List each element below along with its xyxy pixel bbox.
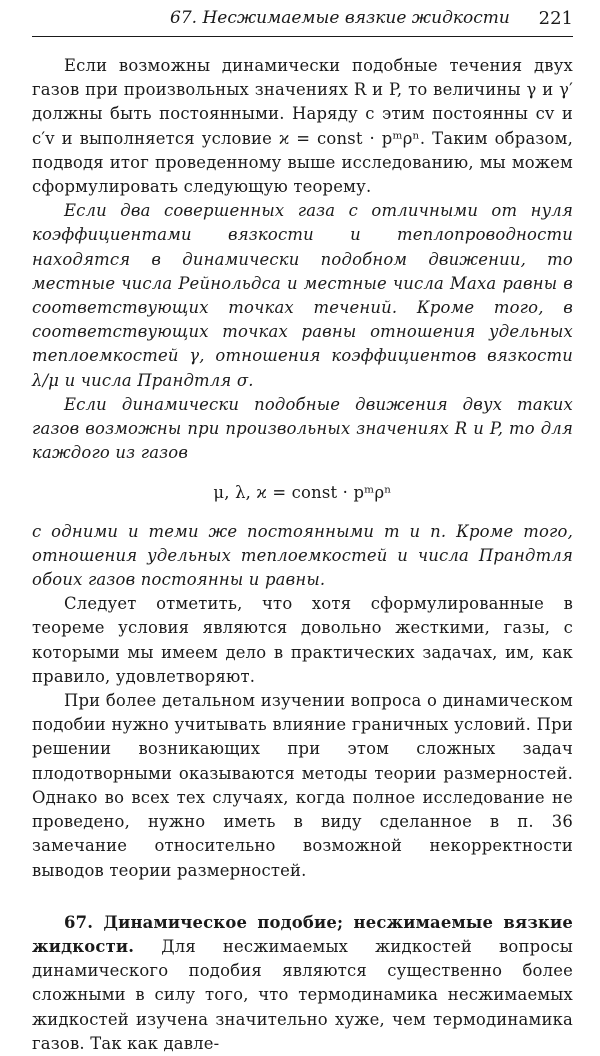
- paragraph-intro: Если возможны динамически подобные течения двух газов при произвольных значениях R и P, то величины γ и γ′ должны быть постоянными. Наряду с этим постоянны cv и c′v и выполняется условие ϰ = const · pᵐρⁿ. Таким образом, подводя итог проведенному выше исследованию, мы можем сформулировать следующую теорему.: [32, 56, 573, 197]
- section-text: Для несжимаемых жидкостей вопросы динамического подобия являются существенно более сложными в силу того, что термодинамика несжимаемых жидкостей изучена значительно хуже, чем термодинамика газов. Так как давле-: [32, 936, 573, 1053]
- theorem-part-2-cont: с одними и теми же постоянными m и n. Кроме того, отношения удельных теплоемкостей и числа Прандтля обоих газов постоянны и равны.: [32, 521, 573, 590]
- header-rule: [32, 36, 573, 37]
- section-heading: 67. Динамическое подобие; несжимаемые вязкие жидкости.: [32, 912, 573, 956]
- page-number: 221: [538, 8, 573, 29]
- theorem-part-1: Если два совершенных газа с отличными от нуля коэффициентами вязкости и теплопроводности находятся в динамически подобном движении, то местные числа Рейнольдса и местные числа Маха равны в соответствующих точках течений. Кроме того, в соответствующих точках равны отношения удельных теплоемкостей γ, отношения коэффициентов вязкости λ/μ и числа Прандтля σ.: [32, 201, 573, 390]
- formula: μ, λ, ϰ = const · pᵐρⁿ: [213, 483, 392, 503]
- page-body: [32, 54, 573, 1056]
- paragraph-boundary: При более детальном изучении вопроса о динамическом подобии нужно учитывать влияние граничных условий. При решении возникающих при этом сложных задач плодотворными оказываются методы теории размерностей. Однако во всех тех случаях, когда полное исследование не проведено, нужно иметь в виду сделанное в п. 36 замечание относительно возможной некорректности выводов теории размерностей.: [32, 691, 573, 880]
- running-title: 67. Несжимаемые вязкие жидкости: [170, 8, 510, 28]
- book-page: [32, 0, 573, 1053]
- running-header: [32, 8, 573, 32]
- section-67: [32, 911, 573, 1056]
- paragraph-remark: Следует отметить, что хотя сформулированные в теореме условия являются довольно жесткими, газы, с которыми мы имеем дело в практических задачах, им, как правило, удовлетворяют.: [32, 594, 573, 686]
- theorem-part-2: Если динамически подобные движения двух таких газов возможны при произвольных значениях R и P, то для каждого из газов: [32, 394, 573, 463]
